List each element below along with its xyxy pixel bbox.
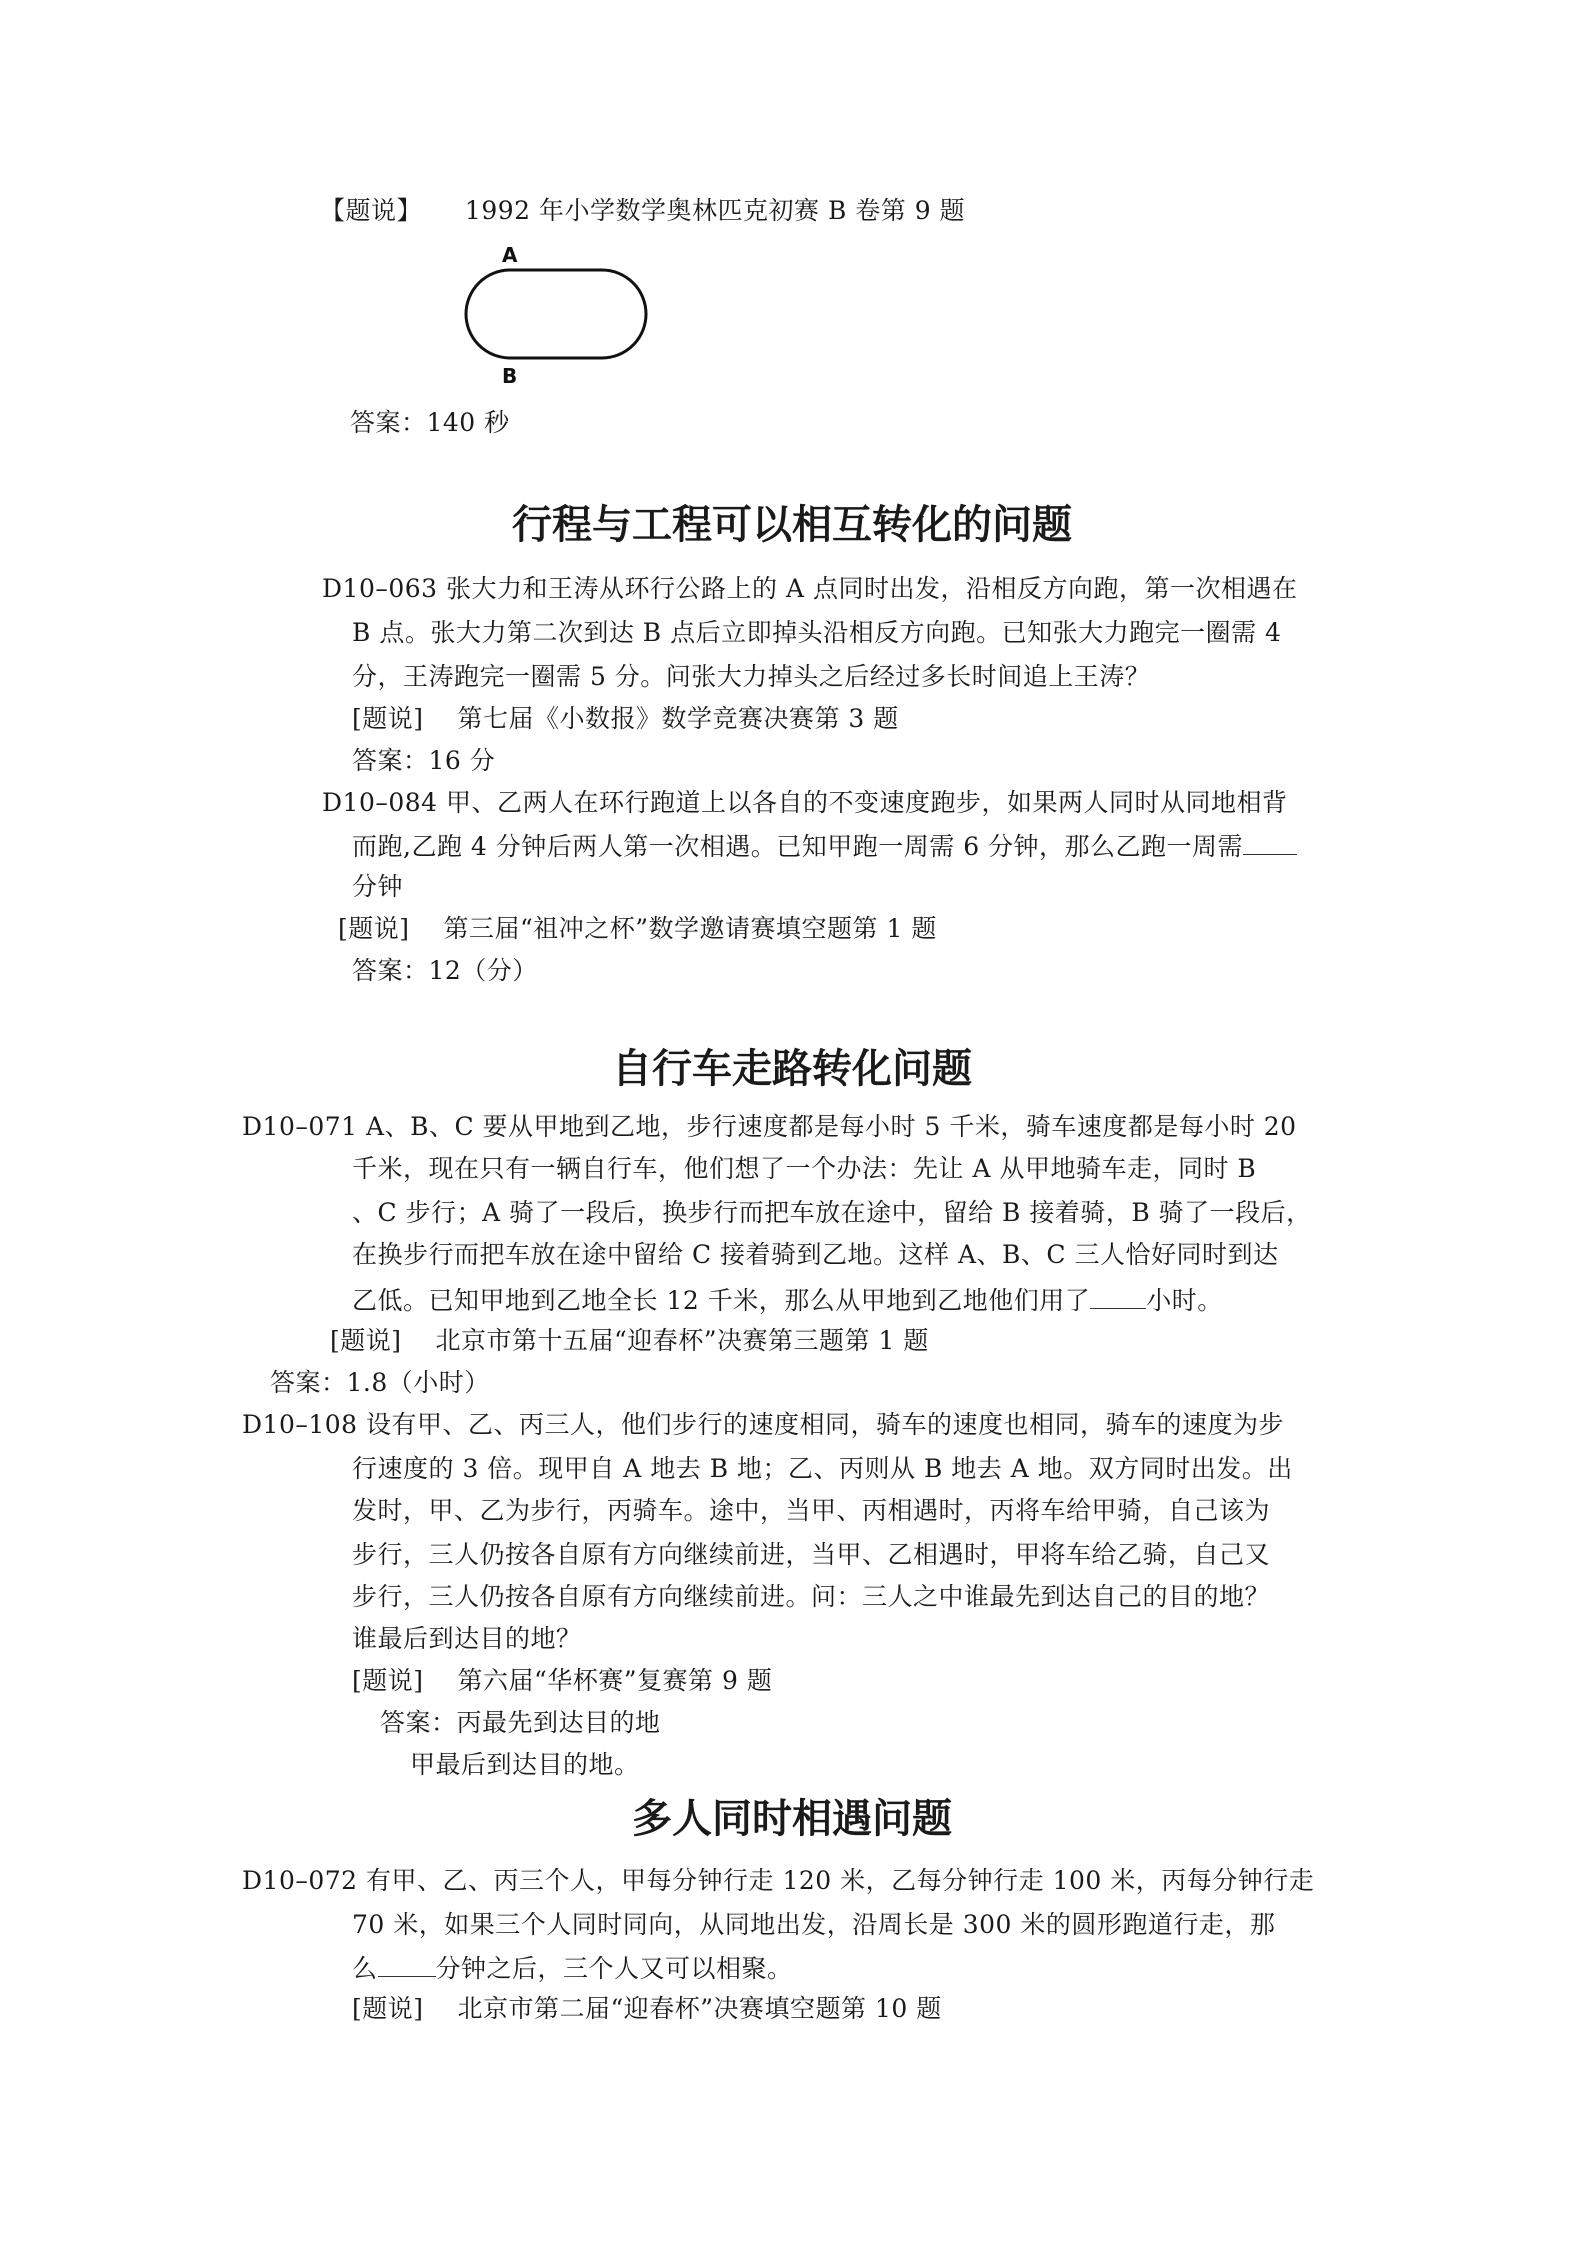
- problem-line: [352, 828, 1297, 864]
- problem-line: 行速度的 3 倍。现甲自 A 地去 B 地；乙、丙则从 B 地去 A 地。双方同时出发。出: [352, 1454, 1293, 1483]
- point-b-label: B: [502, 364, 518, 388]
- problem-line: 分，王涛跑完一圈需 5 分。问张大力掉头之后经过多长时间追上王涛？: [352, 662, 1151, 691]
- fill-in-blank: [378, 1950, 436, 1977]
- oval-track-diagram: [452, 240, 652, 390]
- fill-in-blank: [1243, 828, 1297, 855]
- source-line: [320, 194, 965, 228]
- problem-line: [352, 1282, 1223, 1318]
- problem-line: D10–071 A、B、C 要从甲地到乙地，步行速度都是每小时 5 千米，骑车速度都是每小时 20: [242, 1112, 1297, 1141]
- source-text: 1992 年小学数学奥林匹克初赛 B 卷第 9 题: [464, 196, 966, 225]
- problem-text: 小时。: [1146, 1286, 1223, 1315]
- source-line: [题说] 第六届“华杯赛”复赛第 9 题: [352, 1666, 773, 1695]
- answer: 答案：140 秒: [350, 408, 510, 437]
- problem-line: 步行，三人仍按各自原有方向继续前进，当甲、乙相遇时，甲将车给乙骑，自己又: [352, 1540, 1271, 1569]
- answer: 甲最后到达目的地。: [410, 1750, 640, 1779]
- track-outline: [466, 270, 646, 358]
- problem-line: [352, 1950, 793, 1986]
- section-heading: 多人同时相遇问题: [632, 1796, 952, 1842]
- problem-text: 分钟之后，三个人又可以相聚。: [435, 1954, 793, 1983]
- problem-line: 谁最后到达目的地？: [352, 1624, 582, 1653]
- problem-line: D10–108 设有甲、乙、丙三人，他们步行的速度相同，骑车的速度也相同，骑车的速度为步: [242, 1410, 1285, 1439]
- problem-line: 千米，现在只有一辆自行车，他们想了一个办法：先让 A 从甲地骑车走，同时 B: [352, 1154, 1257, 1183]
- answer: 答案：12（分）: [352, 956, 538, 985]
- source-line: [题说] 第三届“祖冲之杯”数学邀请赛填空题第 1 题: [338, 914, 937, 943]
- problem-line: 在换步行而把车放在途中留给 C 接着骑到乙地。这样 A、B、C 三人恰好同时到达: [352, 1240, 1279, 1269]
- problem-line: D10–063 张大力和王涛从环行公路上的 A 点同时出发，沿相反方向跑，第一次相遇在: [322, 574, 1298, 603]
- source-line: [题说] 北京市第二届“迎春杯”决赛填空题第 10 题: [352, 1994, 942, 2023]
- section-heading: 行程与工程可以相互转化的问题: [512, 502, 1072, 548]
- problem-line: 步行，三人仍按各自原有方向继续前进。问：三人之中谁最先到达自己的目的地？: [352, 1582, 1271, 1611]
- problem-line: 70 米，如果三个人同时同向，从同地出发，沿周长是 300 米的圆形跑道行走，那: [352, 1910, 1276, 1939]
- problem-line: 分钟: [352, 872, 404, 901]
- fill-in-blank: [1090, 1282, 1146, 1309]
- problem-line: 发时，甲、乙为步行，丙骑车。途中，当甲、丙相遇时，丙将车给甲骑，自己该为: [352, 1496, 1271, 1525]
- problem-line: D10–072 有甲、乙、丙三个人，甲每分钟行走 120 米，乙每分钟行走 100 米，丙每分钟行走: [242, 1866, 1315, 1895]
- problem-text: 而跑,乙跑 4 分钟后两人第一次相遇。已知甲跑一周需 6 分钟，那么乙跑一周需: [352, 832, 1244, 861]
- source-line: [题说] 北京市第十五届“迎春杯”决赛第三题第 1 题: [330, 1326, 929, 1355]
- section-heading: 自行车走路转化问题: [612, 1046, 972, 1092]
- source-line: [题说] 第七届《小数报》数学竞赛决赛第 3 题: [352, 704, 899, 733]
- problem-line: 、C 步行；A 骑了一段后，换步行而把车放在途中，留给 B 接着骑，B 骑了一段后，: [352, 1198, 1312, 1227]
- problem-text: 么: [352, 1954, 378, 1983]
- problem-line: D10–084 甲、乙两人在环行跑道上以各自的不变速度跑步，如果两人同时从同地相背: [322, 788, 1288, 817]
- source-label: 【题说】: [320, 196, 423, 225]
- answer: 答案：丙最先到达目的地: [380, 1708, 661, 1737]
- problem-text: 乙低。已知甲地到乙地全长 12 千米，那么从甲地到乙地他们用了: [352, 1286, 1091, 1315]
- problem-line: B 点。张大力第二次到达 B 点后立即掉头沿相反方向跑。已知张大力跑完一圈需 4: [352, 618, 1282, 647]
- answer: 答案：1.8（小时）: [270, 1368, 490, 1397]
- point-a-label: A: [502, 243, 518, 267]
- answer: 答案：16 分: [352, 746, 496, 775]
